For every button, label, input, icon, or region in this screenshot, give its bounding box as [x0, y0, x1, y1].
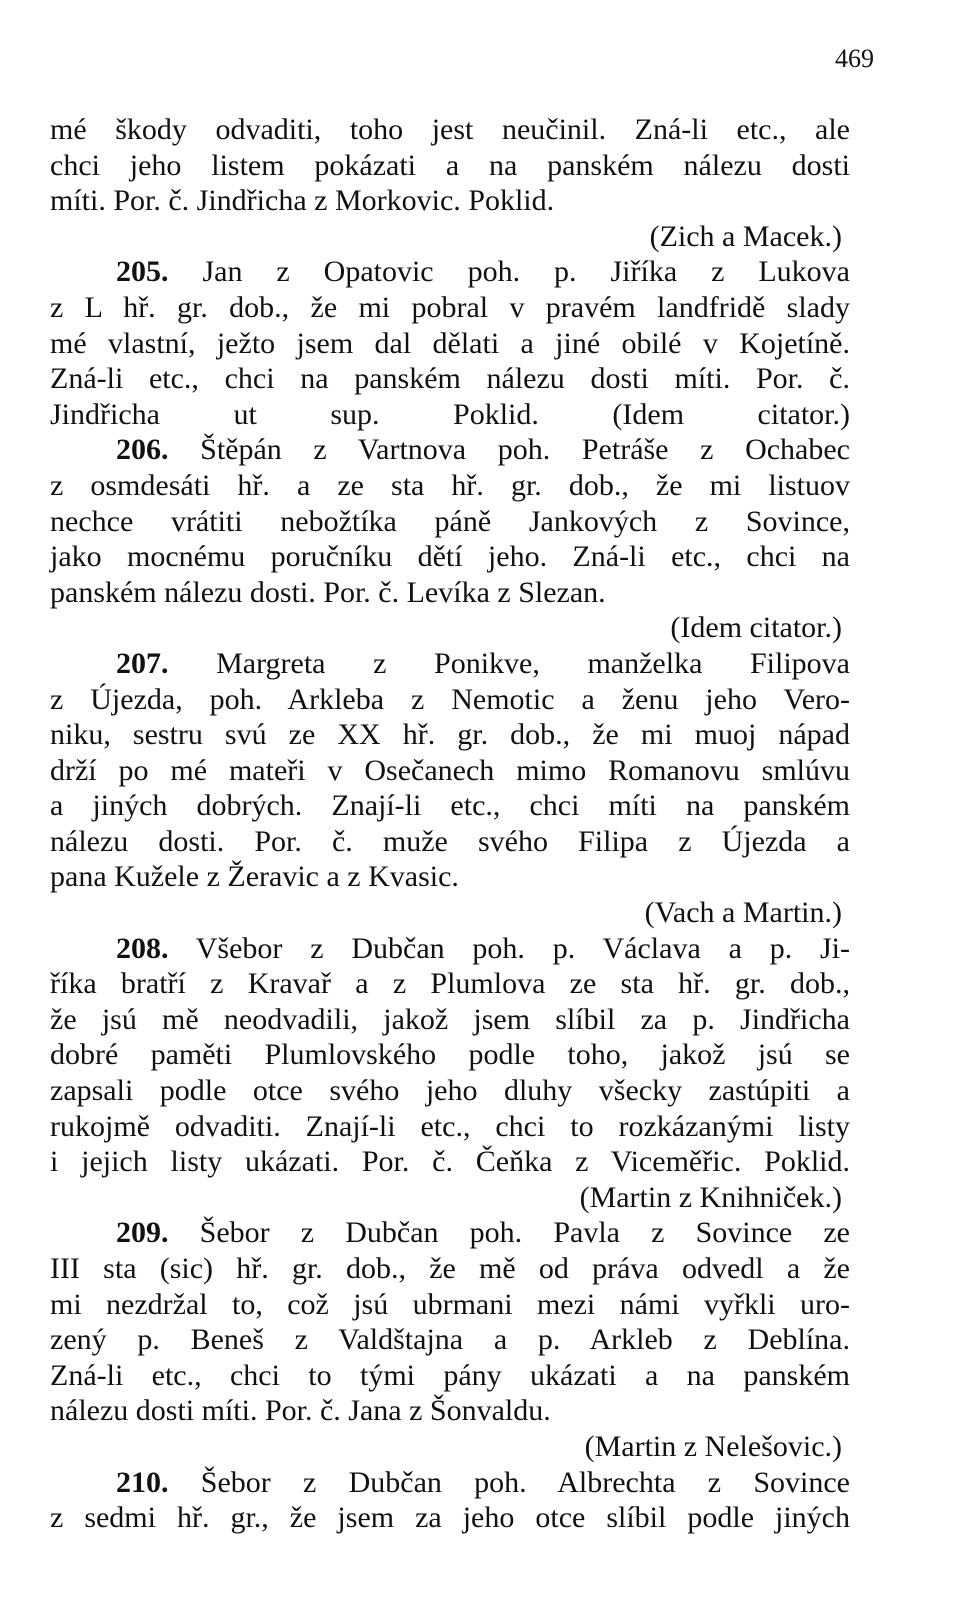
text-line: [50, 966, 850, 1002]
text-line: [50, 254, 850, 290]
text-line: [50, 1002, 850, 1038]
text-line: [50, 1109, 850, 1145]
text-line: [50, 1251, 850, 1287]
text-line: [50, 717, 850, 753]
text-line: [50, 468, 850, 504]
line-text: Štěpán z Vartnova poh. Petráše z Ochabec: [168, 433, 850, 467]
text-line: [50, 219, 850, 255]
line-text: že jsú mě neodvadili, jakož jsem slíbil za p. Jindřicha: [50, 1002, 850, 1036]
text-line: [50, 1429, 850, 1465]
text-line: [50, 682, 850, 718]
line-text: Zná-li etc., chci na panském nálezu dosti míti. Por. č.: [50, 362, 850, 396]
line-text: nechce vrátiti nebožtíka páně Jankových z Sovince,: [50, 504, 850, 538]
text-line: [50, 646, 850, 682]
entry-number: 206.: [116, 433, 169, 467]
line-text: rukojmě odvaditi. Znají-li etc., chci to rozkázanými listy: [50, 1109, 850, 1143]
text-line: [50, 432, 850, 468]
line-text: mi nezdržal to, což jsú ubrmani mezi námi vyřkli uro-: [50, 1287, 850, 1321]
line-text: (Zich a Macek.): [649, 219, 842, 253]
text-line: [50, 1144, 850, 1180]
page-number: 469: [835, 44, 874, 73]
text-line: [50, 824, 850, 860]
text-line: [50, 1037, 850, 1073]
text-line: [50, 397, 850, 433]
text-line: [50, 788, 850, 824]
line-text: niku, sestru svú ze XX hř. gr. dob., že mi muoj nápad: [50, 718, 850, 752]
line-text: jako mocnému poručníku dětí jeho. Zná-li etc., chci na: [50, 540, 850, 574]
text-line: [50, 1215, 850, 1251]
line-text: Šebor z Dubčan poh. Albrechta z Sovince: [168, 1465, 850, 1499]
line-text: z osmdesáti hř. a ze sta hř. gr. dob., že mi listuov: [50, 468, 850, 502]
text-line: [50, 148, 850, 184]
line-text: říka bratří z Kravař a z Plumlova ze sta hř. gr. dob.,: [50, 967, 850, 1001]
entry-number: 209.: [116, 1216, 169, 1250]
line-text: III sta (sic) hř. gr. dob., že mě od práva odvedl a že: [50, 1252, 850, 1285]
entry-number: 210.: [116, 1465, 169, 1499]
text-line: [50, 326, 850, 362]
line-text: dobré paměti Plumlovského podle toho, jakož jsú se: [50, 1038, 850, 1072]
line-text: (Martin z Nelešovic.): [584, 1429, 842, 1463]
line-text: nálezu dosti míti. Por. č. Jana z Šonvaldu.: [50, 1394, 551, 1428]
line-text: pana Kužele z Žeravic a z Kvasic.: [50, 860, 459, 894]
line-text: zený p. Beneš z Valdštajna a p. Arkleb z Deblína.: [50, 1323, 850, 1357]
text-body: [50, 112, 850, 1536]
line-text: z Újezda, poh. Arkleba z Nemotic a ženu jeho Vero-: [50, 682, 850, 716]
line-text: Zná-li etc., chci to tými pány ukázati a na panském: [50, 1358, 850, 1392]
text-line: [50, 859, 850, 895]
line-text: chci jeho listem pokázati a na panském nálezu dosti: [50, 148, 850, 182]
line-text: Margreta z Ponikve, manželka Filipova: [168, 646, 850, 680]
line-text: z sedmi hř. gr., že jsem za jeho otce slíbil podle jiných: [50, 1501, 850, 1535]
line-text: zapsali podle otce svého jeho dluhy všecky zastúpiti a: [50, 1074, 850, 1108]
line-text: míti. Por. č. Jindřicha z Morkovic. Poklid.: [50, 184, 555, 218]
line-text: panském nálezu dosti. Por. č. Levíka z Slezan.: [50, 575, 606, 609]
line-text: Jindřicha ut sup. Poklid. (Idem citator.): [50, 397, 850, 431]
text-line: [50, 1287, 850, 1323]
text-line: [50, 610, 850, 646]
line-text: z L hř. gr. dob., že mi pobral v pravém landfridě slady: [50, 290, 850, 324]
text-line: [50, 575, 850, 611]
line-text: (Martin z Knihniček.): [579, 1180, 842, 1214]
text-line: [50, 1465, 850, 1501]
text-line: [50, 1393, 850, 1429]
entry-number: 207.: [116, 646, 169, 680]
line-text: Jan z Opatovic poh. p. Jiříka z Lukova: [168, 255, 850, 289]
text-line: [50, 1073, 850, 1109]
text-line: [50, 1500, 850, 1536]
text-line: [50, 1358, 850, 1394]
text-line: [50, 183, 850, 219]
text-line: [50, 753, 850, 789]
line-text: mé vlastní, ježto jsem dal dělati a jiné obilé v Kojetíně.: [50, 326, 850, 360]
text-line: [50, 112, 850, 148]
text-line: [50, 1180, 850, 1216]
text-line: [50, 361, 850, 397]
text-line: [50, 931, 850, 967]
entry-number: 205.: [116, 255, 169, 289]
text-line: [50, 504, 850, 540]
line-text: mé škody odvaditi, toho jest neučinil. Zná-li etc., ale: [50, 113, 850, 146]
text-line: [50, 895, 850, 931]
text-line: [50, 1322, 850, 1358]
line-text: a jiných dobrých. Znají-li etc., chci míti na panském: [50, 789, 850, 823]
line-text: (Vach a Martin.): [644, 896, 842, 930]
line-text: Všebor z Dubčan poh. p. Václava a p. Ji-: [168, 931, 850, 965]
line-text: nálezu dosti. Por. č. muže svého Filipa z Újezda a: [50, 824, 850, 858]
line-text: (Idem citator.): [670, 611, 842, 645]
line-text: Šebor z Dubčan poh. Pavla z Sovince ze: [168, 1216, 850, 1250]
entry-number: 208.: [116, 931, 169, 965]
line-text: drží po mé mateři v Osečanech mimo Romanovu smlúvu: [50, 753, 850, 787]
text-line: [50, 290, 850, 326]
text-line: [50, 539, 850, 575]
line-text: i jejich listy ukázati. Por. č. Čeňka z Viceměřic. Poklid.: [50, 1145, 850, 1179]
